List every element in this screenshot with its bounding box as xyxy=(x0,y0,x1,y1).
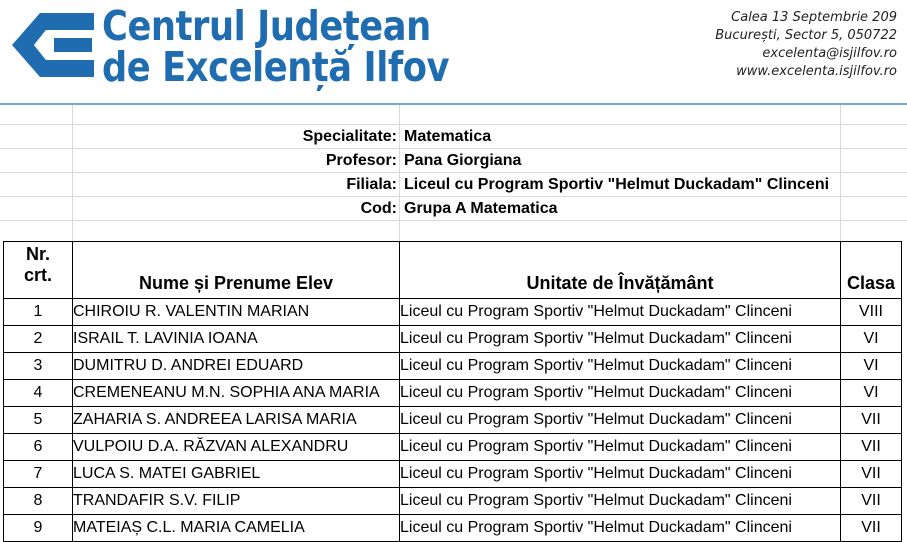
grid-line xyxy=(0,220,907,221)
cell-school: Liceul cu Program Sportiv "Helmut Duckadam" Clinceni xyxy=(400,488,841,515)
contact-block xyxy=(715,9,897,81)
brand-name xyxy=(102,2,450,91)
cell-name: ZAHARIA S. ANDREEA LARISA MARIA xyxy=(73,407,400,434)
cell-nr: 9 xyxy=(4,515,73,542)
info-row-filiala xyxy=(0,172,907,196)
contact-address: Calea 13 Septembrie 209 xyxy=(731,10,897,25)
table-row xyxy=(4,515,902,542)
table-row xyxy=(4,407,902,434)
brand-line-2: de Excelență Ilfov xyxy=(102,43,450,91)
header-school: Unitate de Învățământ xyxy=(400,242,841,299)
cell-nr: 3 xyxy=(4,353,73,380)
cell-school: Liceul cu Program Sportiv "Helmut Duckadam" Clinceni xyxy=(400,515,841,542)
table-row xyxy=(4,299,902,326)
header-nr-line1: Nr. xyxy=(25,244,50,264)
info-row-cod xyxy=(0,196,907,220)
cell-name: CHIROIU R. VALENTIN MARIAN xyxy=(73,299,400,326)
table-row xyxy=(4,380,902,407)
cell-school: Liceul cu Program Sportiv "Helmut Duckadam" Clinceni xyxy=(400,461,841,488)
header-name: Nume și Prenume Elev xyxy=(73,242,400,299)
info-row-specialitate xyxy=(0,124,907,148)
table-row xyxy=(4,326,902,353)
cell-school: Liceul cu Program Sportiv "Helmut Duckadam" Clinceni xyxy=(400,353,841,380)
cell-nr: 4 xyxy=(4,380,73,407)
table-row xyxy=(4,434,902,461)
cell-clasa: VII xyxy=(841,434,902,461)
cell-clasa: VII xyxy=(841,407,902,434)
info-value: Liceul cu Program Sportiv "Helmut Duckadam" Clinceni xyxy=(404,176,830,193)
contact-website[interactable]: www.excelenta.isjilfov.ro xyxy=(736,64,897,79)
cell-school: Liceul cu Program Sportiv "Helmut Duckadam" Clinceni xyxy=(400,434,841,461)
brand-line-1: Centrul Județean xyxy=(102,2,431,50)
info-label: Specialitate: xyxy=(302,128,397,145)
cell-school: Liceul cu Program Sportiv "Helmut Duckadam" Clinceni xyxy=(400,299,841,326)
cell-name: LUCA S. MATEI GABRIEL xyxy=(73,461,400,488)
contact-email[interactable]: excelenta@isjilfov.ro xyxy=(762,46,897,61)
cell-name: DUMITRU D. ANDREI EDUARD xyxy=(73,353,400,380)
cell-nr: 2 xyxy=(4,326,73,353)
cell-name: CREMENEANU M.N. SOPHIA ANA MARIA xyxy=(73,380,400,407)
cje-logo-icon xyxy=(6,10,96,80)
header-nr-line2: crt. xyxy=(23,265,52,285)
cell-school: Liceul cu Program Sportiv "Helmut Duckadam" Clinceni xyxy=(400,326,841,353)
cell-clasa: VI xyxy=(841,353,902,380)
info-label: Cod: xyxy=(360,200,397,217)
letterhead xyxy=(0,0,907,104)
cell-clasa: VII xyxy=(841,515,902,542)
cell-nr: 7 xyxy=(4,461,73,488)
contact-city: București, Sector 5, 050722 xyxy=(715,28,897,43)
cell-clasa: VI xyxy=(841,326,902,353)
table-row xyxy=(4,488,902,515)
info-value: Matematica xyxy=(404,128,492,145)
cell-name: MATEIAȘ C.L. MARIA CAMELIA xyxy=(73,515,400,542)
cell-clasa: VII xyxy=(841,488,902,515)
cell-name: VULPOIU D.A. RĂZVAN ALEXANDRU xyxy=(73,434,400,461)
students-table xyxy=(3,241,902,542)
cell-school: Liceul cu Program Sportiv "Helmut Duckadam" Clinceni xyxy=(400,407,841,434)
cell-nr: 6 xyxy=(4,434,73,461)
info-row-profesor xyxy=(0,148,907,172)
table-row xyxy=(4,461,902,488)
cell-nr: 8 xyxy=(4,488,73,515)
cell-clasa: VII xyxy=(841,461,902,488)
cell-name: TRANDAFIR S.V. FILIP xyxy=(73,488,400,515)
cell-clasa: VIII xyxy=(841,299,902,326)
info-label: Profesor: xyxy=(325,152,397,169)
header-nr xyxy=(4,242,73,299)
cell-clasa: VI xyxy=(841,380,902,407)
cell-nr: 1 xyxy=(4,299,73,326)
cell-school: Liceul cu Program Sportiv "Helmut Duckadam" Clinceni xyxy=(400,380,841,407)
table-header-row xyxy=(4,242,902,299)
table-row xyxy=(4,353,902,380)
cell-nr: 5 xyxy=(4,407,73,434)
info-value: Pana Giorgiana xyxy=(404,152,522,169)
info-value: Grupa A Matematica xyxy=(404,200,558,217)
header-divider xyxy=(0,103,907,105)
cell-name: ISRAIL T. LAVINIA IOANA xyxy=(73,326,400,353)
header-clasa: Clasa xyxy=(841,242,902,299)
info-label: Filiala: xyxy=(346,176,397,193)
